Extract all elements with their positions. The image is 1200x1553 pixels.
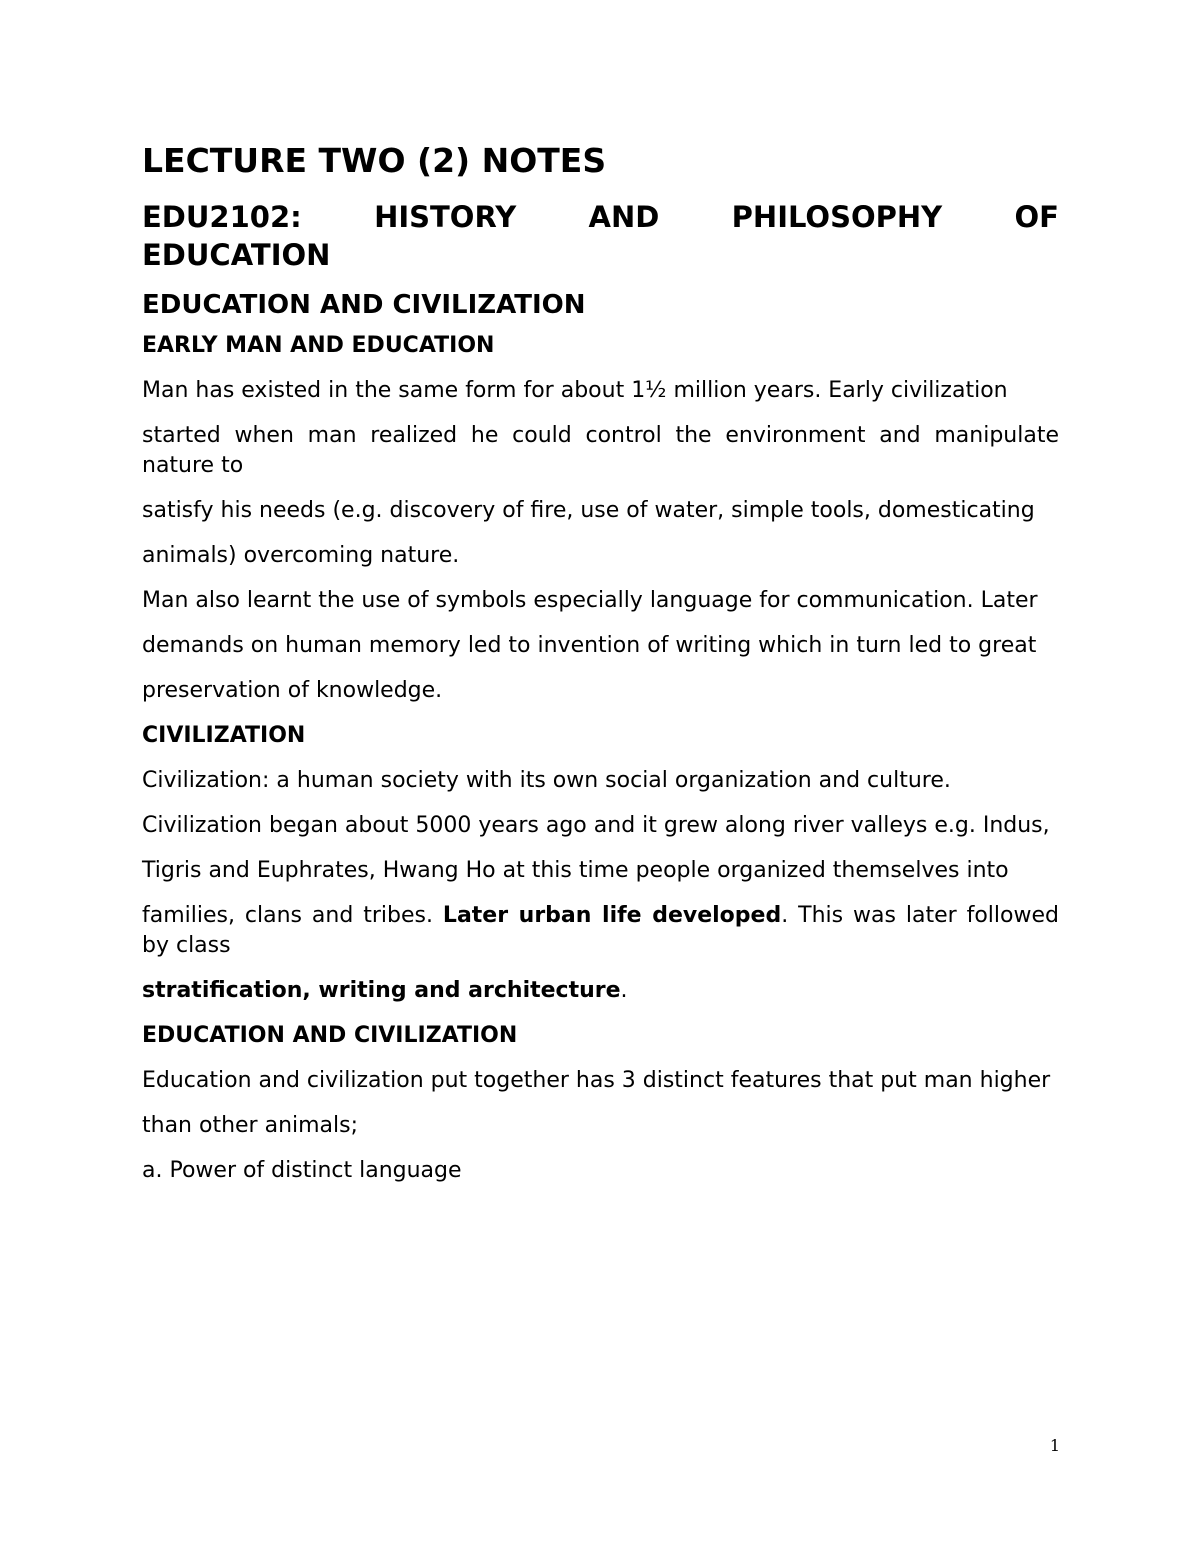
bold-text-run: Later urban life developed [442, 903, 782, 928]
course-word: HISTORY [374, 200, 517, 234]
page-title: LECTURE TWO (2) NOTES [142, 141, 607, 180]
course-word: PHILOSOPHY [731, 200, 943, 234]
text-run: families, clans and tribes. [142, 903, 443, 928]
page-number: 1 [1049, 1436, 1060, 1455]
paragraph: started when man realized he could control the environment and manipulate nature to [142, 423, 1059, 478]
paragraph: Tigris and Euphrates, Hwang Ho at this time people organized themselves into [142, 858, 1009, 883]
section-heading-education-and-civilization: EDUCATION AND CIVILIZATION [142, 290, 586, 320]
paragraph: Civilization began about 5000 years ago and it grew along river valleys e.g. Indus, [142, 813, 1050, 838]
course-title [142, 198, 1059, 274]
subheading-early-man-and-education: EARLY MAN AND EDUCATION [142, 333, 495, 358]
paragraph: satisfy his needs (e.g. discovery of fire, use of water, simple tools, domesticating [142, 498, 1035, 523]
paragraph: Civilization: a human society with its own social organization and culture. [142, 768, 951, 793]
paragraph: preservation of knowledge. [142, 678, 443, 703]
paragraph: animals) overcoming nature. [142, 543, 460, 568]
course-word: EDU2102: [142, 200, 302, 234]
course-word: OF [1014, 200, 1059, 234]
subheading-education-and-civilization: EDUCATION AND CIVILIZATION [142, 1023, 518, 1048]
paragraph-mixed [142, 901, 1059, 961]
paragraph-mixed [142, 976, 1059, 1006]
course-title-line-2: EDUCATION [142, 238, 331, 272]
course-title-line-1 [142, 198, 1059, 236]
document-body [142, 139, 1059, 1201]
course-word: AND [588, 200, 660, 234]
paragraph: Education and civilization put together has 3 distinct features that put man higher [142, 1068, 1051, 1093]
paragraph: Man has existed in the same form for about 1½ million years. Early civilization [142, 378, 1008, 403]
paragraph: than other animals; [142, 1113, 359, 1138]
list-item: a. Power of distinct language [142, 1158, 462, 1183]
text-run: . [620, 978, 628, 1003]
bold-text-run: stratification, writing and architecture [142, 978, 621, 1003]
paragraph: Man also learnt the use of symbols especially language for communication. Later [142, 588, 1038, 613]
text-run: . This was later followed by class [142, 903, 1059, 958]
subheading-civilization: CIVILIZATION [142, 723, 306, 748]
paragraph: demands on human memory led to invention of writing which in turn led to great [142, 633, 1037, 658]
